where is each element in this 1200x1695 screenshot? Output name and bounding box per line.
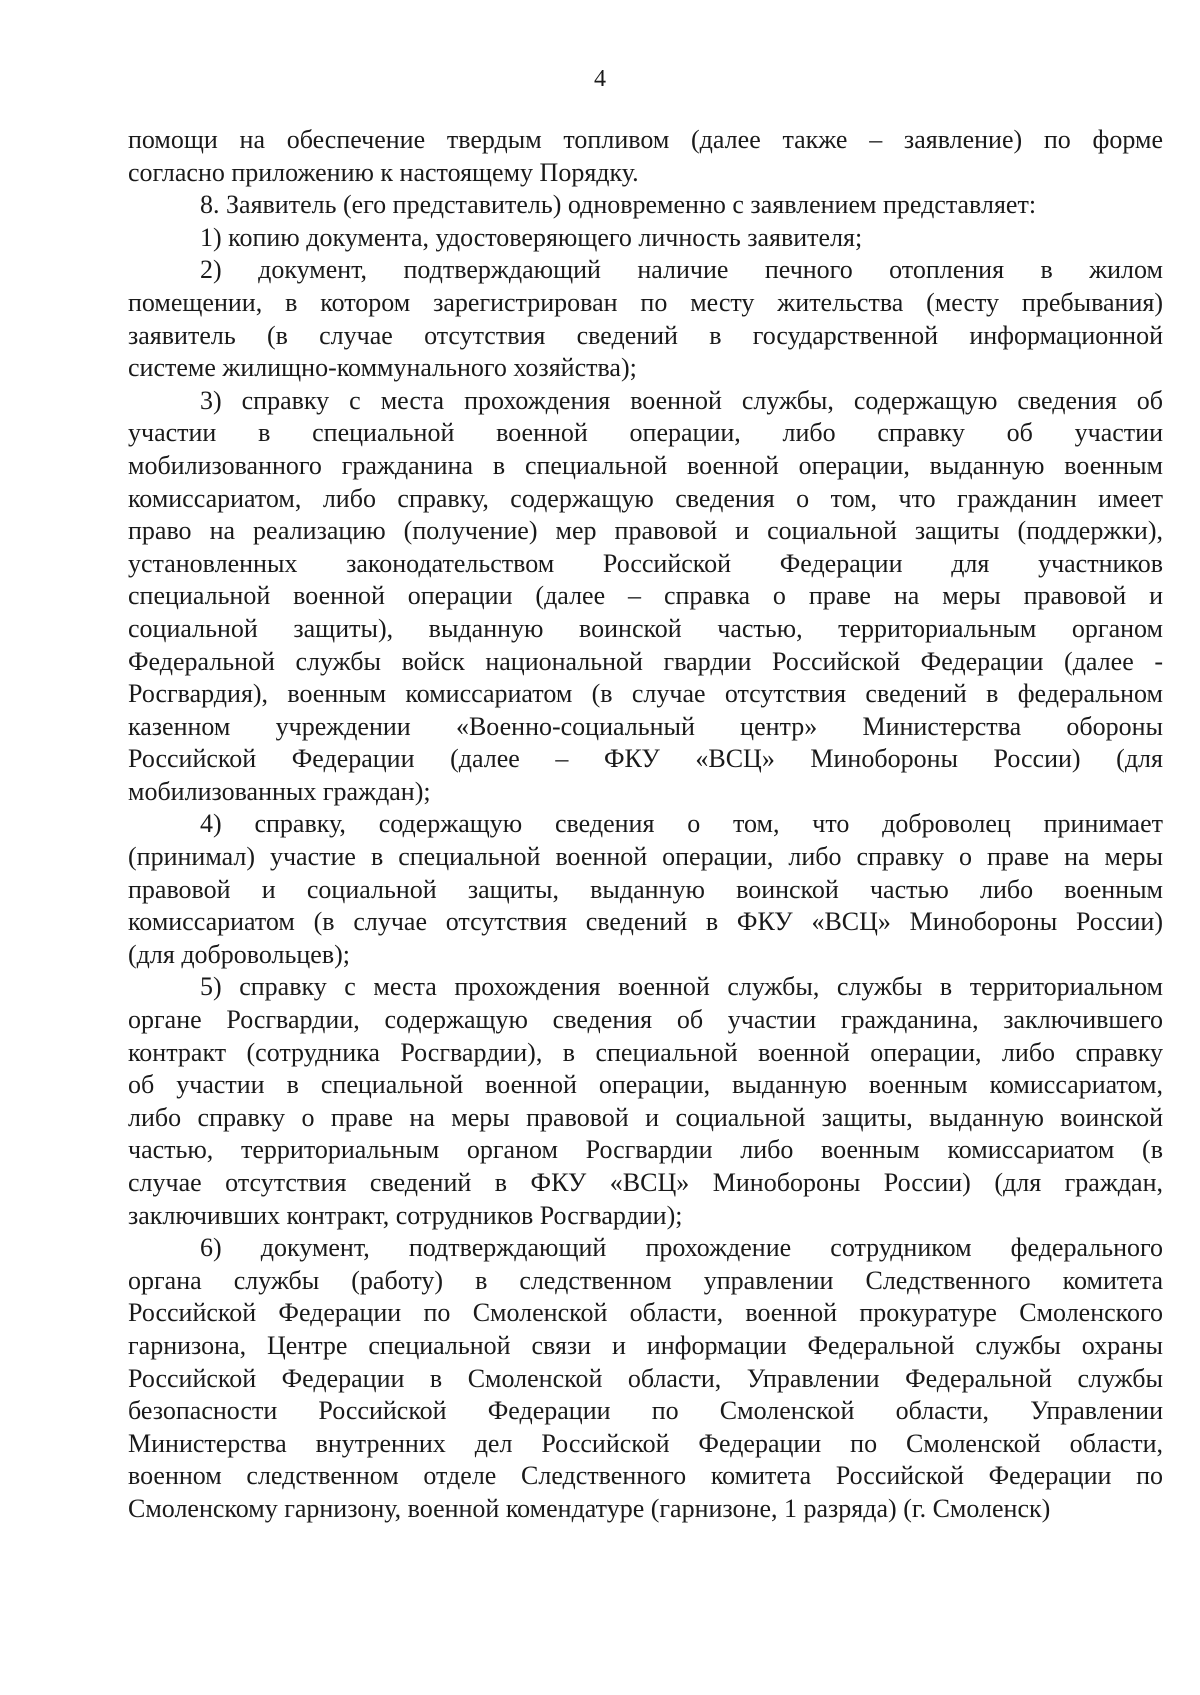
- page-number: 4: [594, 66, 606, 92]
- paragraph-line: 5) справку с места прохождения военной службы, службы в территориальном: [200, 972, 1163, 1002]
- paragraph-line: органа службы (работу) в следственном управлении Следственного комитета: [128, 1265, 1163, 1295]
- paragraph-line: комиссариатом (в случае отсутствия сведений в ФКУ «ВСЦ» Минобороны России): [128, 907, 1163, 937]
- paragraph-line: (для добровольцев);: [128, 939, 350, 969]
- paragraph: [128, 385, 1163, 809]
- paragraph-line: установленных законодательством Российской Федерации для участников: [128, 548, 1163, 578]
- paragraph-line: Федеральной службы войск национальной гвардии Российской Федерации (далее -: [128, 646, 1163, 676]
- document-body: [128, 124, 1163, 1526]
- paragraph-line: Росгвардия), военным комиссариатом (в случае отсутствия сведений в федеральном: [128, 679, 1163, 709]
- paragraph: [128, 254, 1163, 384]
- paragraph-line: об участии в специальной военной операции, выданную военным комиссариатом,: [128, 1070, 1163, 1100]
- paragraph: [128, 222, 1163, 255]
- paragraph-line: правовой и социальной защиты, выданную воинской частью либо военным: [128, 874, 1163, 904]
- paragraph: [128, 808, 1163, 971]
- paragraph-line: Российской Федерации по Смоленской области, военной прокуратуре Смоленского: [128, 1298, 1163, 1328]
- paragraph-line: согласно приложению к настоящему Порядку.: [128, 157, 639, 187]
- paragraph-line: специальной военной операции (далее – справка о праве на меры правовой и: [128, 581, 1163, 611]
- paragraph-line: заявитель (в случае отсутствия сведений в государственной информационной: [128, 320, 1163, 350]
- paragraph-line: право на реализацию (получение) мер правовой и социальной защиты (поддержки),: [128, 516, 1163, 546]
- paragraph: [128, 124, 1163, 189]
- paragraph-line: Российской Федерации в Смоленской области, Управлении Федеральной службы: [128, 1363, 1163, 1393]
- paragraph-line: случае отсутствия сведений в ФКУ «ВСЦ» Минобороны России) (для граждан,: [128, 1168, 1163, 1197]
- paragraph-line: органе Росгвардии, содержащую сведения об участии гражданина, заключившего: [128, 1005, 1163, 1035]
- paragraph-line: военном следственном отделе Следственного комитета Российской Федерации по: [128, 1461, 1163, 1491]
- paragraph-line: безопасности Российской Федерации по Смоленской области, Управлении: [128, 1396, 1163, 1426]
- paragraph-line: комиссариатом, либо справку, содержащую сведения о том, что гражданин имеет: [128, 483, 1163, 513]
- paragraph-line: Российской Федерации (далее – ФКУ «ВСЦ» Минобороны России) (для: [128, 744, 1163, 774]
- paragraph: [128, 1232, 1163, 1525]
- paragraph-line: 3) справку с места прохождения военной службы, содержащую сведения об: [200, 385, 1163, 415]
- paragraph-line: 2) документ, подтверждающий наличие печного отопления в жилом: [200, 255, 1163, 285]
- paragraph-line: социальной защиты), выданную воинской частью, территориальным органом: [128, 613, 1163, 643]
- paragraph-line: частью, территориальным органом Росгвардии либо военным комиссариатом (в: [128, 1135, 1163, 1165]
- paragraph-line: контракт (сотрудника Росгвардии), в специальной военной операции, либо справку: [128, 1037, 1163, 1067]
- paragraph-line: участии в специальной военной операции, либо справку об участии: [128, 418, 1163, 448]
- paragraph-line: помощи на обеспечение твердым топливом (далее также – заявление) по форме: [128, 125, 1163, 154]
- paragraph-line: системе жилищно-коммунального хозяйства);: [128, 353, 637, 383]
- paragraph-line: казенном учреждении «Военно-социальный центр» Министерства обороны: [128, 711, 1163, 741]
- paragraph-line: 8. Заявитель (его представитель) одновременно с заявлением представляет:: [200, 190, 1037, 220]
- paragraph-line: 4) справку, содержащую сведения о том, что доброволец принимает: [200, 809, 1163, 839]
- paragraph-line: мобилизованных граждан);: [128, 776, 431, 806]
- paragraph-line: гарнизона, Центре специальной связи и информации Федеральной службы охраны: [128, 1330, 1163, 1360]
- paragraph-line: (принимал) участие в специальной военной операции, либо справку о праве на меры: [128, 842, 1163, 872]
- paragraph: [128, 189, 1163, 222]
- paragraph-line: Министерства внутренних дел Российской Федерации по Смоленской области,: [128, 1428, 1163, 1458]
- paragraph-line: мобилизованного гражданина в специальной военной операции, выданную военным: [128, 450, 1163, 480]
- paragraph-line: Смоленскому гарнизону, военной комендатуре (гарнизоне, 1 разряда) (г. Смоленск): [128, 1493, 1051, 1523]
- paragraph-line: помещении, в котором зарегистрирован по месту жительства (месту пребывания): [128, 287, 1163, 317]
- paragraph-line: 1) копию документа, удостоверяющего личность заявителя;: [200, 222, 863, 252]
- paragraph-line: заключивших контракт, сотрудников Росгвардии);: [128, 1200, 683, 1230]
- paragraph-line: 6) документ, подтверждающий прохождение сотрудником федерального: [200, 1233, 1163, 1263]
- paragraph-line: либо справку о праве на меры правовой и социальной защиты, выданную воинской: [128, 1102, 1163, 1132]
- paragraph: [128, 971, 1163, 1232]
